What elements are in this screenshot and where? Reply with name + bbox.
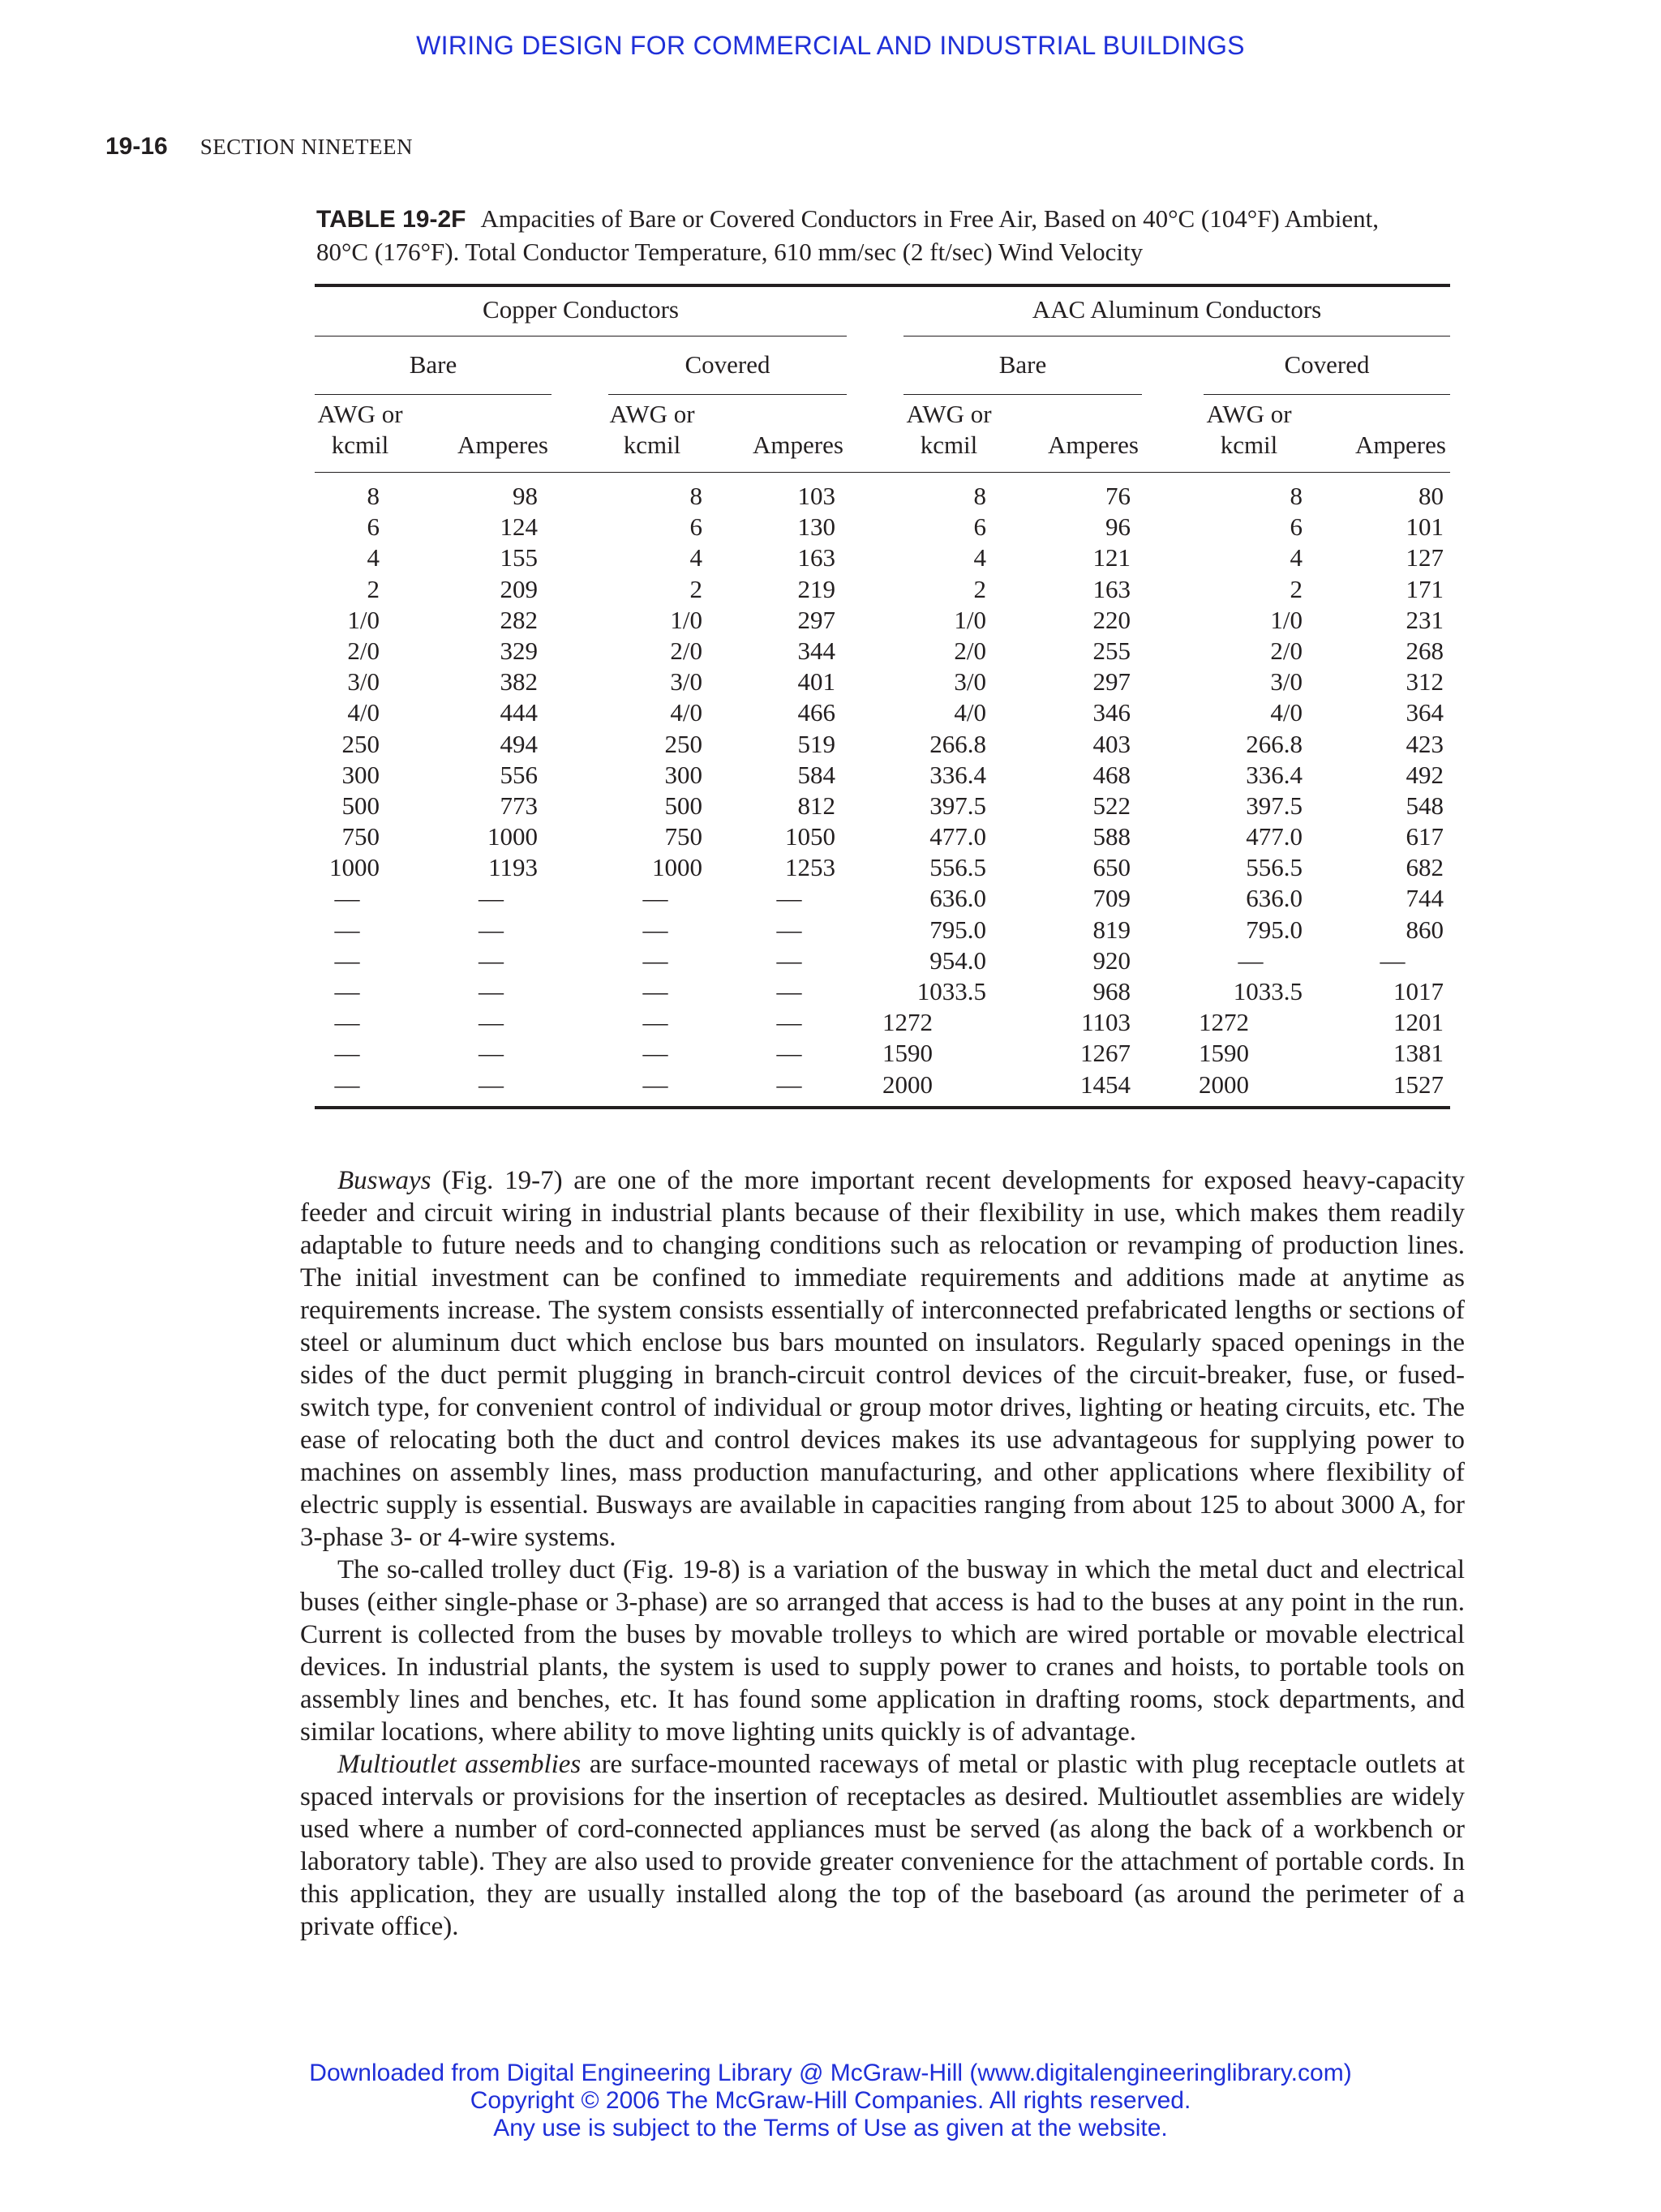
table-row (315, 791, 1450, 822)
cell-copper-covered-size: — (642, 945, 668, 975)
cell-copper-covered-amperes: 1050 (785, 822, 835, 851)
cell-copper-covered-size: 250 (664, 729, 702, 758)
subgroup-rule (903, 394, 1142, 395)
cell-copper-covered-size: 8 (689, 482, 702, 510)
term-busways: Busways (337, 1166, 431, 1195)
table-row (315, 853, 1450, 884)
cell-aluminum-bare-amperes: 819 (1092, 915, 1131, 944)
table-row (315, 667, 1450, 698)
cell-aluminum-covered-size: 636.0 (1246, 884, 1303, 913)
cell-copper-bare-amperes: 1000 (487, 822, 538, 851)
cell-copper-bare-size: — (334, 1070, 360, 1099)
cell-copper-bare-amperes: 98 (513, 482, 538, 510)
cell-copper-bare-size: 4/0 (347, 698, 380, 727)
column-header-amperes: Amperes (1355, 431, 1446, 459)
page-folio (105, 133, 413, 161)
table-row (315, 543, 1450, 574)
table-body (315, 475, 1450, 1103)
cell-aluminum-bare-size: 336.4 (929, 760, 986, 789)
cell-aluminum-bare-amperes: 403 (1092, 729, 1131, 758)
cell-aluminum-covered-size: 1/0 (1270, 605, 1303, 634)
cell-aluminum-bare-amperes: 1454 (1080, 1070, 1131, 1099)
cell-aluminum-covered-amperes: 127 (1406, 543, 1444, 572)
cell-copper-bare-size: — (334, 884, 360, 913)
cell-aluminum-covered-amperes: 268 (1406, 636, 1444, 665)
cell-copper-covered-amperes: 103 (797, 482, 835, 510)
cell-aluminum-bare-amperes: 346 (1092, 698, 1131, 727)
cell-copper-bare-size: 300 (341, 760, 380, 789)
cell-aluminum-covered-size: 2000 (1199, 1070, 1249, 1099)
cell-aluminum-covered-size: 336.4 (1246, 760, 1303, 789)
cell-copper-covered-amperes: — (776, 1008, 802, 1037)
subgroup-aluminum-covered: Covered (1284, 350, 1370, 379)
cell-aluminum-bare-size: 2 (973, 574, 986, 603)
cell-copper-covered-size: 1000 (652, 853, 702, 882)
column-header-amperes: Amperes (1048, 431, 1139, 459)
column-header-row (315, 399, 1450, 475)
cell-aluminum-bare-size: 3/0 (954, 667, 986, 697)
column-header-amperes: Amperes (457, 431, 548, 459)
cell-aluminum-covered-size: 556.5 (1246, 853, 1303, 882)
cell-aluminum-bare-size: 2/0 (954, 636, 986, 665)
cell-copper-bare-amperes: 1193 (488, 853, 538, 882)
table-row (315, 946, 1450, 977)
group-rule-copper (315, 336, 847, 337)
cell-copper-covered-size: — (642, 1008, 668, 1037)
cell-aluminum-bare-amperes: 121 (1092, 543, 1131, 572)
subgroup-rule (315, 394, 552, 395)
cell-aluminum-covered-amperes: 860 (1406, 915, 1444, 944)
cell-aluminum-bare-size: 397.5 (929, 791, 986, 820)
table-row (315, 512, 1450, 543)
table-row (315, 1070, 1450, 1101)
table-row (315, 915, 1450, 946)
term-multioutlet: Multioutlet assemblies (337, 1750, 582, 1779)
cell-copper-bare-amperes: 382 (500, 667, 538, 697)
cell-aluminum-covered-size: 4/0 (1270, 698, 1303, 727)
cell-aluminum-bare-size: 795.0 (929, 915, 986, 944)
cell-copper-bare-amperes: — (479, 945, 504, 975)
cell-copper-covered-size: 500 (664, 791, 702, 820)
cell-copper-covered-size: 3/0 (670, 667, 702, 697)
cell-copper-covered-size: 6 (689, 512, 702, 542)
cell-copper-covered-size: 2 (689, 574, 702, 603)
cell-aluminum-bare-amperes: 709 (1092, 884, 1131, 913)
cell-copper-covered-amperes: 466 (797, 698, 835, 727)
body-text (300, 1164, 1465, 1943)
cell-copper-covered-size: — (642, 1039, 668, 1068)
cell-aluminum-bare-amperes: 163 (1092, 574, 1131, 603)
cell-aluminum-bare-amperes: 920 (1092, 945, 1131, 975)
cell-aluminum-bare-size: 1590 (882, 1039, 933, 1068)
paragraph-trolley-duct: The so-called trolley duct (Fig. 19-8) is a variation of the busway in which the metal duct and electrical buses (either single-phase or 3-phase) are so arranged that access is had to the buses at any point in the run. Current is collected from the buses by movable trolleys to which are wired portable or movable electrical devices. In industrial plants, the system is used to supply power to cranes and hoists, to portable tools on assembly lines and benches, etc. It has found some application in drafting rooms, stock departments, and similar locations, where ability to move lighting units quickly is of advantage. (300, 1555, 1465, 1747)
cell-copper-bare-size: 250 (341, 729, 380, 758)
cell-aluminum-bare-amperes: 650 (1092, 853, 1131, 882)
footer-copyright-line: Copyright © 2006 The McGraw-Hill Companies. All rights reserved. (470, 2087, 1191, 2114)
cell-aluminum-covered-amperes: 548 (1406, 791, 1444, 820)
cell-copper-covered-amperes: — (776, 945, 802, 975)
table-row (315, 637, 1450, 667)
cell-copper-bare-amperes: 494 (500, 729, 538, 758)
cell-aluminum-covered-amperes: 364 (1406, 698, 1444, 727)
cell-aluminum-covered-size: 1590 (1199, 1039, 1249, 1068)
cell-copper-bare-size: — (334, 945, 360, 975)
cell-aluminum-bare-size: 4/0 (954, 698, 986, 727)
paragraph-busways: Busways (Fig. 19-7) are one of the more important recent developments for exposed heavy-capacity feeder and circuit wiring in industrial plants because of their flexibility in use, which makes them readily adaptable to future needs and to changing conditions such as relocation or revamping of production lines. The initial investment can be confined to immediate requirements and additions made at anytime as requirements increase. The system consists essentially of interconnected prefabricated lengths or sections of steel or aluminum duct which enclose bus bars mounted on insulators. Regularly spaced openings in the sides of the duct permit plugging in branch-circuit control devices of the circuit-breaker, fuse, or fused-switch type, for convenient control of individual or group motor drives, lighting or heating circuits, etc. The ease of relocating both the duct and control devices makes its use advantageous for supplying power to machines on assembly lines, mass production manufacturing, and other applications where flexibility of electric supply is essential. Busways are available in capacities ranging from about 125 to about 3000 A, for 3-phase 3- or 4-wire systems. (300, 1166, 1465, 1552)
table-caption (316, 203, 1452, 268)
ampacity-table (315, 284, 1450, 1109)
cell-aluminum-bare-size: 477.0 (929, 822, 986, 851)
cell-aluminum-bare-amperes: 522 (1092, 791, 1131, 820)
cell-copper-covered-size: 300 (664, 760, 702, 789)
group-rule-aluminum (903, 336, 1450, 337)
cell-aluminum-bare-size: 6 (973, 512, 986, 542)
cell-aluminum-bare-size: 4 (973, 543, 986, 572)
cell-copper-bare-size: — (334, 1039, 360, 1068)
cell-copper-covered-amperes: 219 (797, 574, 835, 603)
cell-aluminum-bare-amperes: 968 (1092, 977, 1131, 1005)
section-title: SECTION NINETEEN (200, 135, 413, 159)
cell-aluminum-covered-amperes: 101 (1406, 512, 1444, 542)
table-row (315, 761, 1450, 791)
cell-copper-bare-size: 500 (341, 791, 380, 820)
table-row (315, 575, 1450, 606)
cell-copper-bare-size: — (334, 977, 360, 1005)
cell-copper-bare-amperes: — (479, 1070, 504, 1099)
cell-copper-bare-size: 1/0 (347, 605, 380, 634)
table-row (315, 884, 1450, 915)
cell-copper-bare-size: 6 (367, 512, 380, 542)
cell-copper-covered-size: — (642, 915, 668, 944)
cell-aluminum-covered-amperes: 231 (1406, 605, 1444, 634)
subgroup-copper-covered: Covered (685, 350, 770, 379)
table-number: TABLE 19-2F (316, 206, 466, 233)
cell-aluminum-covered-amperes: — (1380, 945, 1406, 975)
running-header: WIRING DESIGN FOR COMMERCIAL AND INDUSTRIAL BUILDINGS (416, 31, 1245, 60)
cell-copper-covered-amperes: 401 (797, 667, 835, 697)
subgroup-copper-bare: Bare (409, 350, 457, 379)
cell-copper-bare-amperes: — (479, 884, 504, 913)
cell-copper-covered-amperes: 130 (797, 512, 835, 542)
cell-aluminum-bare-amperes: 297 (1092, 667, 1131, 697)
cell-aluminum-bare-size: 1033.5 (916, 977, 986, 1005)
cell-copper-covered-size: 2/0 (670, 636, 702, 665)
cell-copper-bare-size: — (334, 1008, 360, 1037)
table-row (315, 822, 1450, 853)
cell-aluminum-covered-amperes: 1381 (1393, 1039, 1444, 1068)
cell-copper-bare-size: 4 (367, 543, 380, 572)
cell-aluminum-covered-size: 6 (1290, 512, 1303, 542)
cell-aluminum-bare-size: 556.5 (929, 853, 986, 882)
cell-aluminum-bare-size: 8 (973, 482, 986, 510)
cell-copper-covered-amperes: 584 (797, 760, 835, 789)
cell-aluminum-bare-amperes: 588 (1092, 822, 1131, 851)
table-row (315, 606, 1450, 637)
cell-copper-covered-size: 750 (664, 822, 702, 851)
cell-aluminum-covered-size: 2/0 (1270, 636, 1303, 665)
cell-copper-bare-amperes: — (479, 915, 504, 944)
cell-aluminum-bare-amperes: 255 (1092, 636, 1131, 665)
cell-aluminum-covered-amperes: 80 (1419, 482, 1444, 510)
cell-aluminum-bare-size: 954.0 (929, 945, 986, 975)
cell-copper-bare-amperes: — (479, 1039, 504, 1068)
table-row (315, 977, 1450, 1008)
group-header-row (315, 287, 1450, 342)
cell-copper-covered-amperes: — (776, 1039, 802, 1068)
cell-aluminum-covered-size: 1033.5 (1233, 977, 1303, 1005)
column-header-size: AWG or kcmil (906, 400, 992, 459)
cell-copper-bare-size: 8 (367, 482, 380, 510)
cell-aluminum-covered-amperes: 312 (1406, 667, 1444, 697)
cell-copper-bare-size: 2/0 (347, 636, 380, 665)
cell-copper-bare-amperes: 209 (500, 574, 538, 603)
cell-aluminum-bare-amperes: 96 (1105, 512, 1131, 542)
cell-copper-bare-amperes: 282 (500, 605, 538, 634)
cell-copper-covered-amperes: — (776, 884, 802, 913)
cell-aluminum-bare-size: 266.8 (929, 729, 986, 758)
page-number: 19-16 (105, 133, 168, 160)
cell-aluminum-bare-amperes: 1103 (1081, 1008, 1131, 1037)
cell-copper-covered-amperes: 297 (797, 605, 835, 634)
cell-copper-bare-size: 750 (341, 822, 380, 851)
table-row (315, 482, 1450, 512)
table-row (315, 1008, 1450, 1039)
cell-aluminum-bare-amperes: 76 (1105, 482, 1131, 510)
cell-aluminum-bare-size: 2000 (882, 1070, 933, 1099)
cell-aluminum-covered-amperes: 492 (1406, 760, 1444, 789)
cell-aluminum-covered-size: 3/0 (1270, 667, 1303, 697)
table-row (315, 1039, 1450, 1070)
cell-aluminum-covered-size: 4 (1290, 543, 1303, 572)
cell-copper-bare-amperes: 155 (500, 543, 538, 572)
page-footer (0, 2060, 1661, 2142)
cell-aluminum-covered-amperes: 1017 (1393, 977, 1444, 1005)
cell-copper-covered-size: 4/0 (670, 698, 702, 727)
subgroup-header-row (315, 342, 1450, 399)
cell-copper-bare-size: 3/0 (347, 667, 380, 697)
cell-copper-bare-size: 2 (367, 574, 380, 603)
cell-aluminum-covered-size: 2 (1290, 574, 1303, 603)
cell-copper-covered-size: 4 (689, 543, 702, 572)
cell-copper-covered-amperes: — (776, 1070, 802, 1099)
table-row (315, 698, 1450, 729)
footer-download-line: Downloaded from Digital Engineering Library @ McGraw-Hill (www.digitalengineeringlibrary.com) (309, 2060, 1352, 2086)
subgroup-aluminum-bare: Bare (998, 350, 1047, 379)
column-header-rule (315, 472, 1450, 473)
cell-aluminum-covered-size: 266.8 (1246, 729, 1303, 758)
cell-aluminum-covered-amperes: 617 (1406, 822, 1444, 851)
cell-aluminum-covered-size: 795.0 (1246, 915, 1303, 944)
cell-aluminum-covered-size: 397.5 (1246, 791, 1303, 820)
cell-copper-bare-amperes: — (479, 1008, 504, 1037)
cell-aluminum-bare-size: 1272 (882, 1008, 933, 1037)
cell-copper-bare-size: 1000 (329, 853, 380, 882)
cell-copper-covered-amperes: 1253 (785, 853, 835, 882)
subgroup-rule (608, 394, 847, 395)
column-header-size: AWG or kcmil (317, 400, 403, 459)
subgroup-rule (1204, 394, 1450, 395)
group-header-aluminum: AAC Aluminum Conductors (1032, 295, 1322, 324)
table-row (315, 730, 1450, 761)
caption-line-1: Ampacities of Bare or Covered Conductors in Free Air, Based on 40°C (104°F) Ambient, (480, 204, 1379, 233)
cell-copper-covered-amperes: 163 (797, 543, 835, 572)
cell-copper-bare-amperes: 124 (500, 512, 538, 542)
table-bottom-rule (315, 1106, 1450, 1109)
cell-copper-bare-size: — (334, 915, 360, 944)
cell-aluminum-covered-size: 8 (1290, 482, 1303, 510)
cell-aluminum-bare-amperes: 220 (1092, 605, 1131, 634)
cell-aluminum-covered-size: 1272 (1199, 1008, 1249, 1037)
caption-line-2: 80°C (176°F). Total Conductor Temperature, 610 mm/sec (2 ft/sec) Wind Velocity (316, 238, 1144, 266)
cell-copper-covered-size: — (642, 977, 668, 1005)
cell-aluminum-bare-size: 636.0 (929, 884, 986, 913)
cell-aluminum-covered-amperes: 744 (1406, 884, 1444, 913)
cell-aluminum-covered-size: — (1238, 945, 1264, 975)
cell-copper-bare-amperes: 329 (500, 636, 538, 665)
cell-aluminum-bare-amperes: 1267 (1080, 1039, 1131, 1068)
cell-aluminum-bare-size: 1/0 (954, 605, 986, 634)
cell-copper-covered-amperes: 812 (797, 791, 835, 820)
cell-copper-bare-amperes: — (479, 977, 504, 1005)
column-header-size: AWG or kcmil (609, 400, 695, 459)
paragraph-multioutlet: Multioutlet assemblies are surface-mounted raceways of metal or plastic with plug receptacle outlets at spaced intervals or provisions for the insertion of receptacles as desired. Multioutlet assemblies are widely used where a number of cord-connected appliances must be served (as along the back of a workbench or laboratory table). They are also used to provide greater convenience for the attachment of portable cords. In this application, they are usually installed along the top of the baseboard (as around the perimeter of a private office). (300, 1750, 1465, 1941)
cell-aluminum-covered-size: 477.0 (1246, 822, 1303, 851)
cell-aluminum-bare-amperes: 468 (1092, 760, 1131, 789)
column-header-amperes: Amperes (753, 431, 843, 459)
cell-copper-bare-amperes: 556 (500, 760, 538, 789)
cell-copper-covered-amperes: 344 (797, 636, 835, 665)
cell-copper-covered-amperes: 519 (797, 729, 835, 758)
cell-copper-bare-amperes: 444 (500, 698, 538, 727)
column-header-size: AWG or kcmil (1206, 400, 1292, 459)
cell-aluminum-covered-amperes: 423 (1406, 729, 1444, 758)
cell-copper-covered-amperes: — (776, 977, 802, 1005)
cell-aluminum-covered-amperes: 682 (1406, 853, 1444, 882)
cell-copper-bare-amperes: 773 (500, 791, 538, 820)
cell-aluminum-covered-amperes: 1201 (1393, 1008, 1444, 1037)
footer-terms-line: Any use is subject to the Terms of Use as given at the website. (493, 2115, 1168, 2141)
cell-copper-covered-size: — (642, 884, 668, 913)
cell-aluminum-covered-amperes: 171 (1406, 574, 1444, 603)
cell-aluminum-covered-amperes: 1527 (1393, 1070, 1444, 1099)
group-header-copper: Copper Conductors (483, 295, 679, 324)
cell-copper-covered-size: — (642, 1070, 668, 1099)
cell-copper-covered-amperes: — (776, 915, 802, 944)
cell-copper-covered-size: 1/0 (670, 605, 702, 634)
